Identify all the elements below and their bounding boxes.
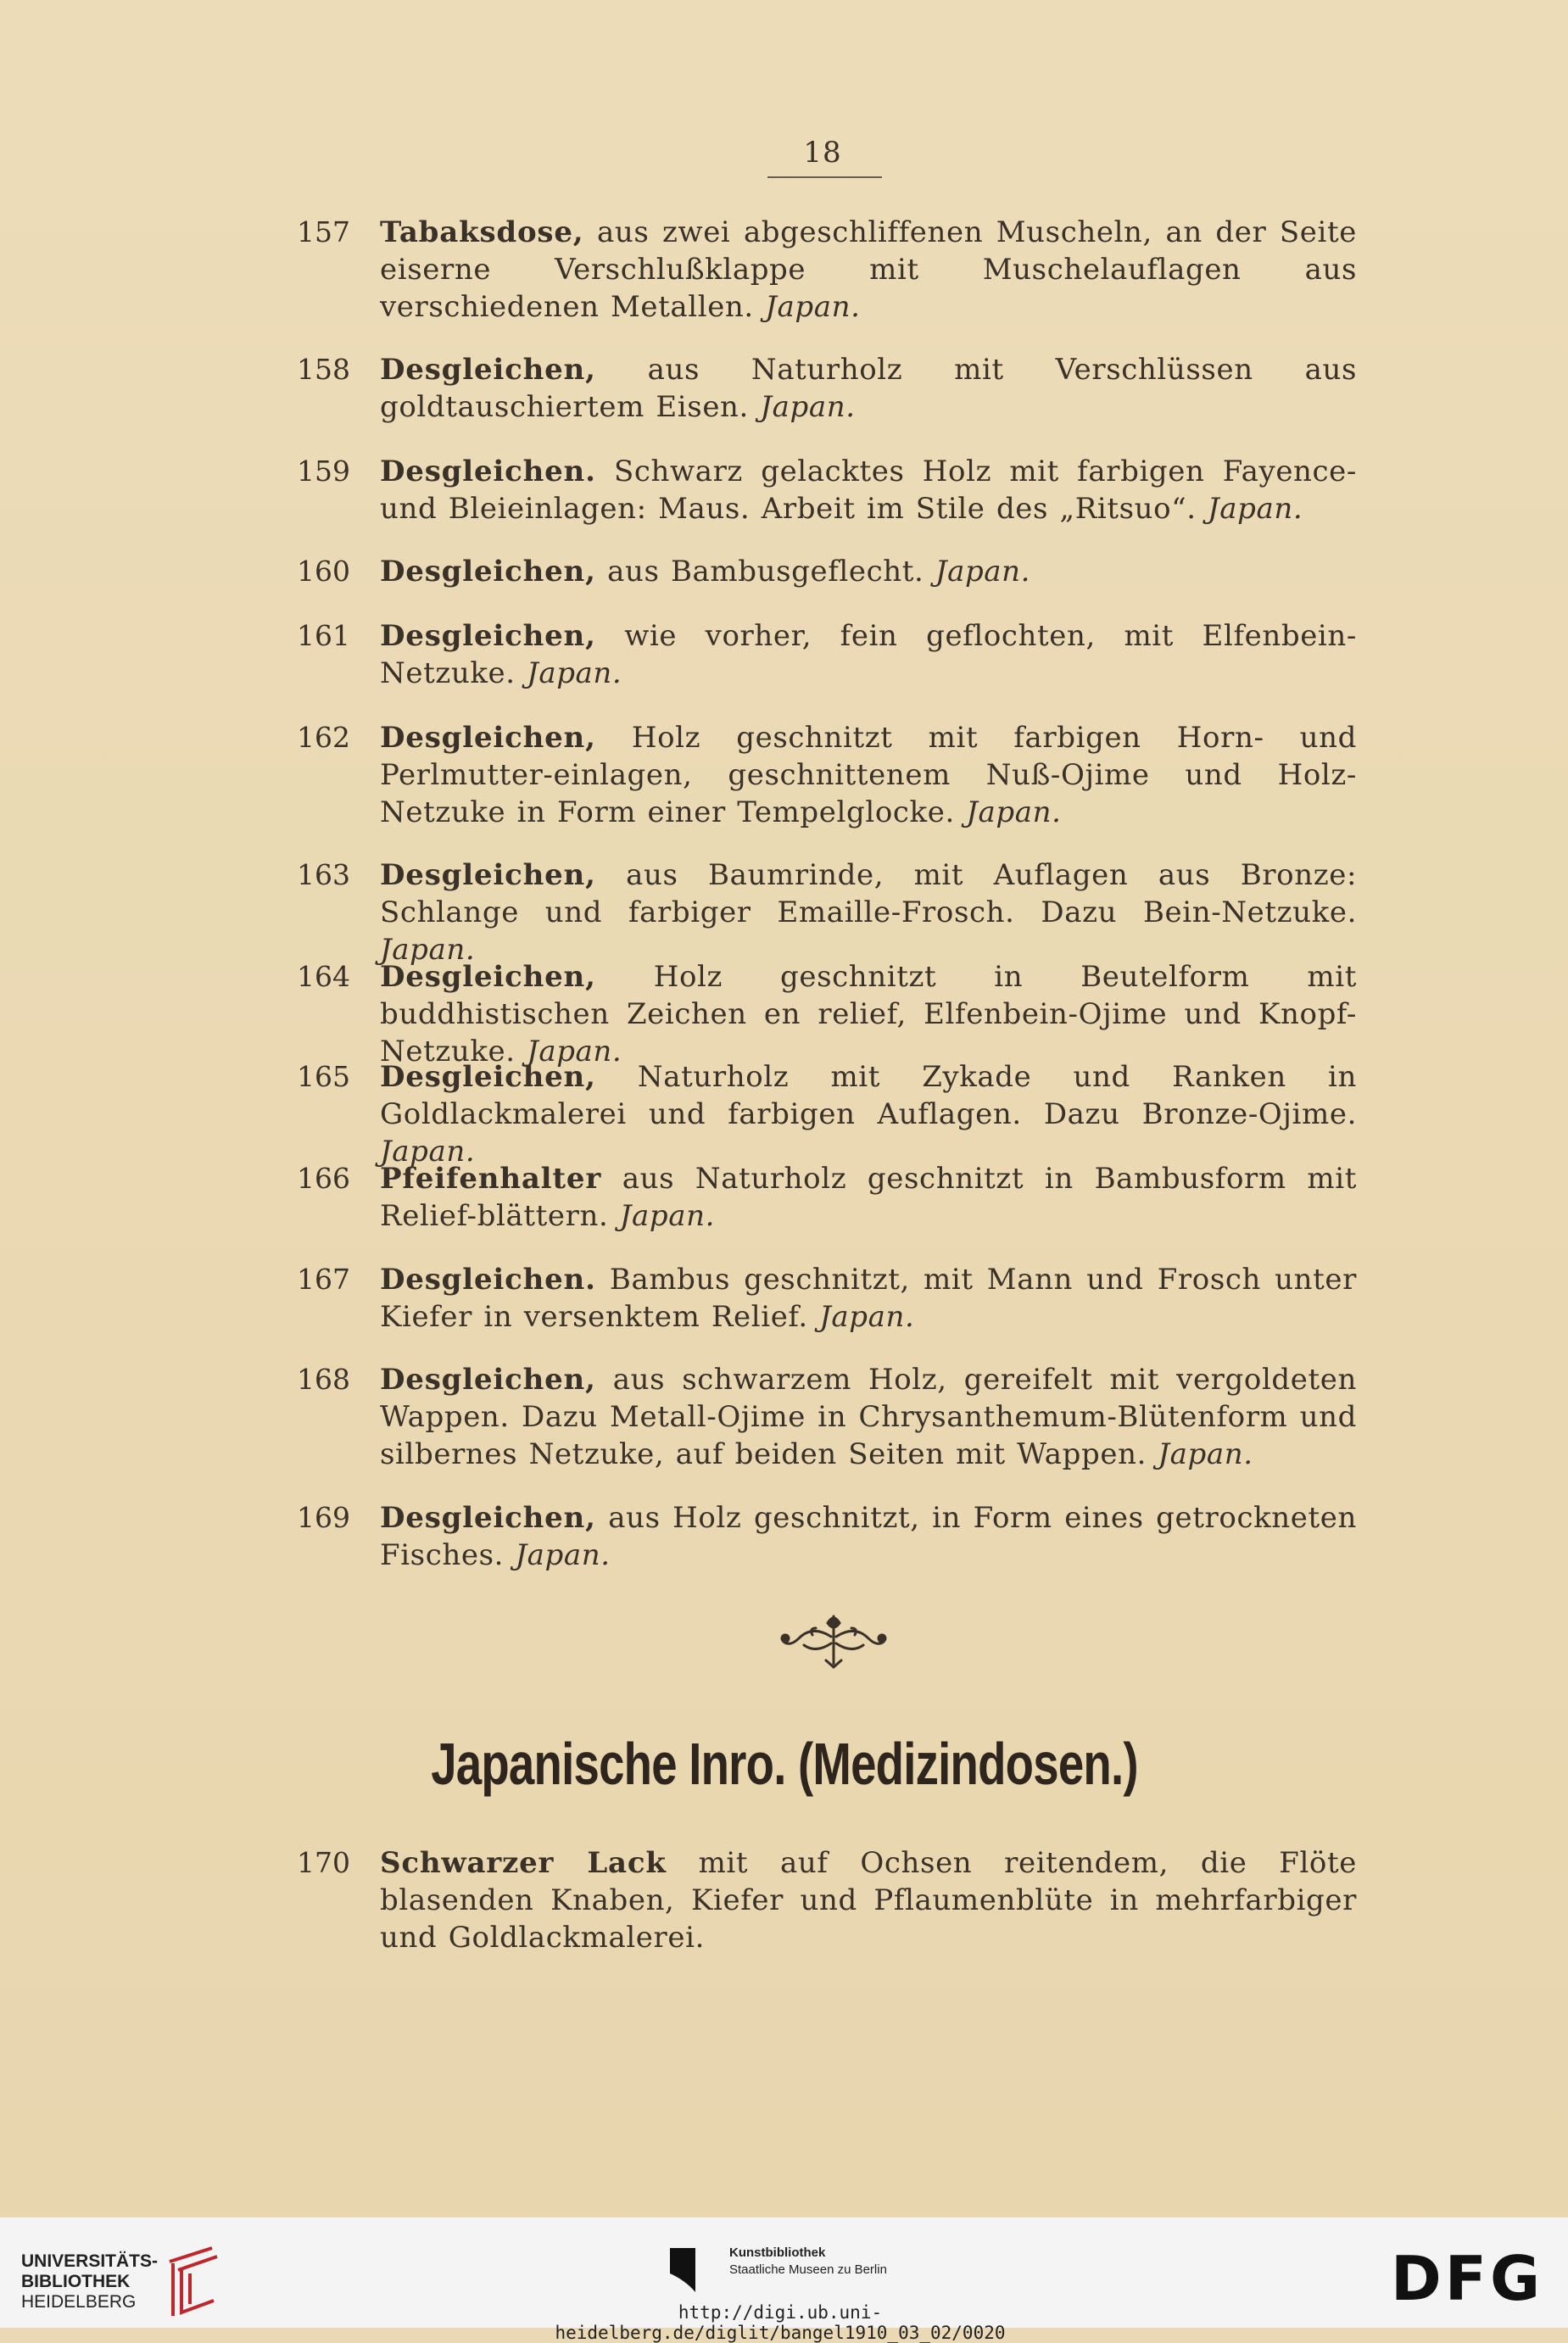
section-heading: Japanische Inro. (Medizindosen.) [431,1731,1138,1797]
entry-title: Desgleichen. [380,455,596,488]
entry-body: aus Holz geschnitzt, in Form eines getrockneten Fisches. [380,1501,1357,1572]
kunstbibliothek-logo[interactable] [668,2234,906,2302]
entry-description [380,1499,1357,1574]
entry-number: 163 [297,858,350,891]
kunstbibliothek-text [729,2245,887,2279]
entry-body: aus schwarzem Holz, gereifelt mit vergoldeten Wappen. Dazu Metall-Ojime in Chrysanthemum-Blütenform und silbernes Netzuke, auf beiden Seiten mit Wappen. [380,1363,1357,1471]
entry-title: Desgleichen, [380,1501,596,1535]
entry-body: Naturholz mit Zykade und Ranken in Goldlackmalerei und farbigen Auflagen. Dazu Bronze-Ojime. [380,1060,1357,1131]
entry-number: 160 [297,555,350,588]
ub-heidelberg-logo[interactable] [21,2238,225,2314]
entry-description [380,617,1357,692]
entry-title: Desgleichen, [380,721,596,755]
ub-logo-line: BIBLIOTHEK [21,2272,131,2291]
dfg-logo[interactable]: DFG [1391,2243,1544,2314]
entry-title: Desgleichen, [380,1060,596,1094]
entry-description [380,553,1357,590]
entry-description [380,719,1357,831]
entry-description [380,1160,1357,1235]
entry-number: 167 [297,1263,350,1296]
entry-number: 158 [297,353,350,386]
ornament-divider-icon [778,1609,889,1671]
entry-origin: Japan. [619,1199,716,1233]
entry-origin: Japan. [765,290,861,324]
entry-body: wie vorher, fein geflochten, mit Elfenbein-Netzuke. [380,619,1357,690]
entry-title: Desgleichen, [380,1363,596,1397]
entry-origin: Japan. [1208,492,1303,526]
catalog-entry [297,1844,1357,1956]
entry-origin: Japan. [819,1300,915,1334]
entry-title: Desgleichen, [380,960,596,994]
entry-description [380,958,1357,1070]
entry-origin: Japan. [515,1538,611,1572]
entry-body: aus zwei abgeschliffenen Muscheln, an der Seite eiserne Verschlußklappe mit Muschelauflagen aus verschiedenen Metallen. [380,215,1357,324]
entry-description [380,1058,1357,1170]
entry-title: Desgleichen. [380,1263,596,1297]
catalog-entry [297,453,1357,527]
entry-number: 168 [297,1363,350,1396]
entry-number: 165 [297,1060,350,1093]
entry-origin: Japan. [527,656,622,690]
catalog-entry [297,1058,1357,1170]
catalog-entry [297,617,1357,692]
entry-title: Schwarzer Lack [380,1846,667,1880]
entry-title: Tabaksdose, [380,215,584,249]
catalog-entry [297,1261,1357,1336]
entry-origin: Japan. [380,933,476,967]
entry-body: aus Naturholz mit Verschlüssen aus goldtauschiertem Eisen. [380,353,1357,424]
catalog-entry [297,1499,1357,1574]
entry-body: aus Bambusgeflecht. [595,555,935,589]
catalog-entry [297,1361,1357,1473]
entry-number: 162 [297,721,350,754]
entry-body: Bambus geschnitzt, mit Mann und Frosch unter Kiefer in versenktem Relief. [380,1263,1357,1334]
entry-description [380,856,1357,968]
ub-logo-line: HEIDELBERG [21,2292,137,2312]
ub-logo-mark-icon [161,2245,229,2321]
entry-description [380,1261,1357,1336]
entry-body: Holz geschnitzt mit farbigen Horn- und Perlmutter-einlagen, geschnittenem Nuß-Ojime und Holz-Netzuke in Form einer Tempelglocke. [380,721,1357,829]
entry-origin: Japan. [966,795,1062,829]
entry-number: 159 [297,455,350,488]
entry-number: 169 [297,1501,350,1534]
catalog-entry [297,856,1357,968]
ub-logo-line: UNIVERSITÄTS- [21,2251,159,2271]
catalog-entry [297,719,1357,831]
page-number: 18 [803,136,842,170]
kb-line: Kunstbibliothek [729,2245,826,2260]
entry-description [380,453,1357,527]
catalog-entry [297,958,1357,1070]
catalog-entry [297,351,1357,426]
entry-origin: Japan. [1158,1437,1253,1471]
entry-body: aus Naturholz geschnitzt in Bambusform mit Relief-blättern. [380,1162,1357,1233]
catalog-entry [297,553,1357,590]
entry-number: 166 [297,1162,350,1195]
entry-title: Desgleichen, [380,353,596,387]
entry-description [380,1361,1357,1473]
kunstbibliothek-mark-icon [668,2246,716,2294]
permalink-url[interactable]: http://digi.ub.uni-heidelberg.de/diglit/bangel1910_03_02/0020 [555,2302,1006,2343]
entry-origin: Japan. [760,390,856,424]
footer-bar [0,2217,1568,2343]
ub-logo-text [21,2251,158,2312]
entry-number: 157 [297,215,350,248]
entry-title: Desgleichen, [380,619,596,653]
entry-number: 170 [297,1846,350,1879]
entry-origin: Japan. [527,1035,622,1068]
page-number-rule [767,176,882,178]
entry-title: Desgleichen, [380,555,596,589]
entry-number: 164 [297,960,350,993]
entry-body: Holz geschnitzt in Beutelform mit buddhistischen Zeichen en relief, Elfenbein-Ojime und Knopf-Netzuke. [380,960,1357,1068]
entry-origin: Japan. [935,555,1031,589]
entry-number: 161 [297,619,350,652]
entry-description [380,351,1357,426]
entry-origin: Japan. [380,1135,476,1169]
entry-body: aus Baumrinde, mit Auflagen aus Bronze: Schlange und farbiger Emaille-Frosch. Dazu Bein-Netzuke. [380,858,1357,929]
entry-body: Schwarz gelacktes Holz mit farbigen Fayence- und Bleieinlagen: Maus. Arbeit im Stile des „Ritsuo“. [380,455,1357,526]
entry-description [380,1844,1357,1956]
catalog-entry [297,214,1357,326]
kb-line: Staatliche Museen zu Berlin [729,2262,887,2277]
entry-description [380,214,1357,326]
catalog-entry [297,1160,1357,1235]
entry-body: mit auf Ochsen reitendem, die Flöte blasenden Knaben, Kiefer und Pflaumenblüte in mehrfarbiger und Goldlackmalerei. [380,1846,1357,1955]
entry-title: Pfeifenhalter [380,1162,602,1196]
entry-title: Desgleichen, [380,858,596,892]
